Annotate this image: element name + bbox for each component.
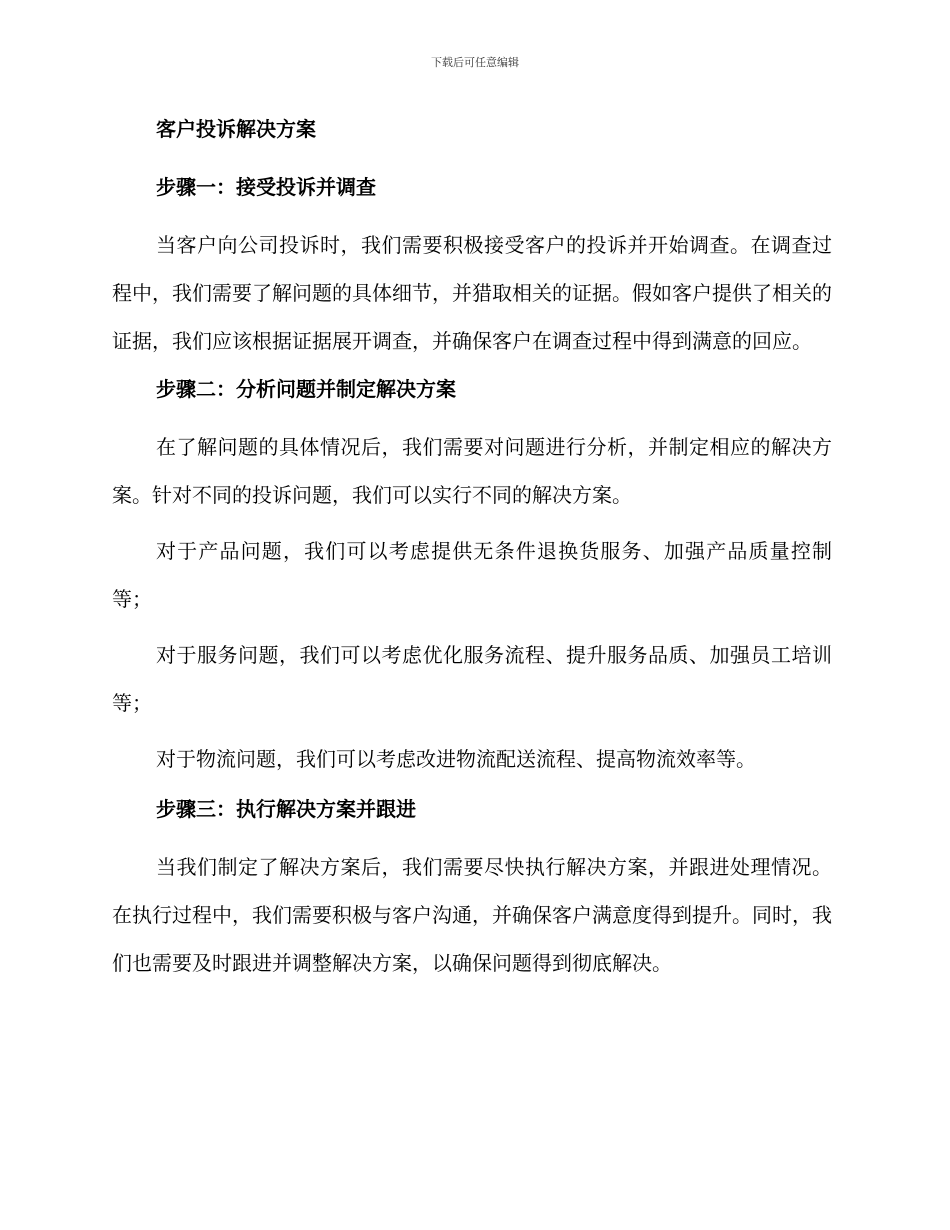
- step1-heading: 步骤一：接受投诉并调查: [156, 175, 376, 199]
- step2-paragraph-product: 对于产品问题，我们可以考虑提供无条件退换货服务、加强产品质量控制等；: [112, 539, 832, 611]
- step1-paragraph: 当客户向公司投诉时，我们需要积极接受客户的投诉并开始调查。在调查过程中，我们需要了解问题的具体细节，并猎取相关的证据。假如客户提供了相关的证据，我们应该根据证据展开调查，并确保客户在调查过程中得到满意的回应。: [112, 233, 832, 353]
- document-title: 客户投诉解决方案: [156, 117, 316, 141]
- step2-paragraph-intro: 在了解问题的具体情况后，我们需要对问题进行分析，并制定相应的解决方案。针对不同的投诉问题，我们可以实行不同的解决方案。: [112, 435, 832, 507]
- step2-paragraph-service: 对于服务问题，我们可以考虑优化服务流程、提升服务品质、加强员工培训等；: [112, 643, 832, 715]
- document-body: [112, 113, 832, 995]
- header-note: 下载后可任意编辑: [431, 56, 519, 69]
- step3-paragraph: 当我们制定了解决方案后，我们需要尽快执行解决方案，并跟进处理情况。在执行过程中，我们需要积极与客户沟通，并确保客户满意度得到提升。同时，我们也需要及时跟进并调整解决方案，以确保问题得到彻底解决。: [112, 855, 832, 975]
- step2-paragraph-logistics: 对于物流问题，我们可以考虑改进物流配送流程、提高物流效率等。: [156, 747, 756, 771]
- step2-heading: 步骤二：分析问题并制定解决方案: [156, 377, 456, 401]
- step3-heading: 步骤三：执行解决方案并跟进: [156, 797, 416, 821]
